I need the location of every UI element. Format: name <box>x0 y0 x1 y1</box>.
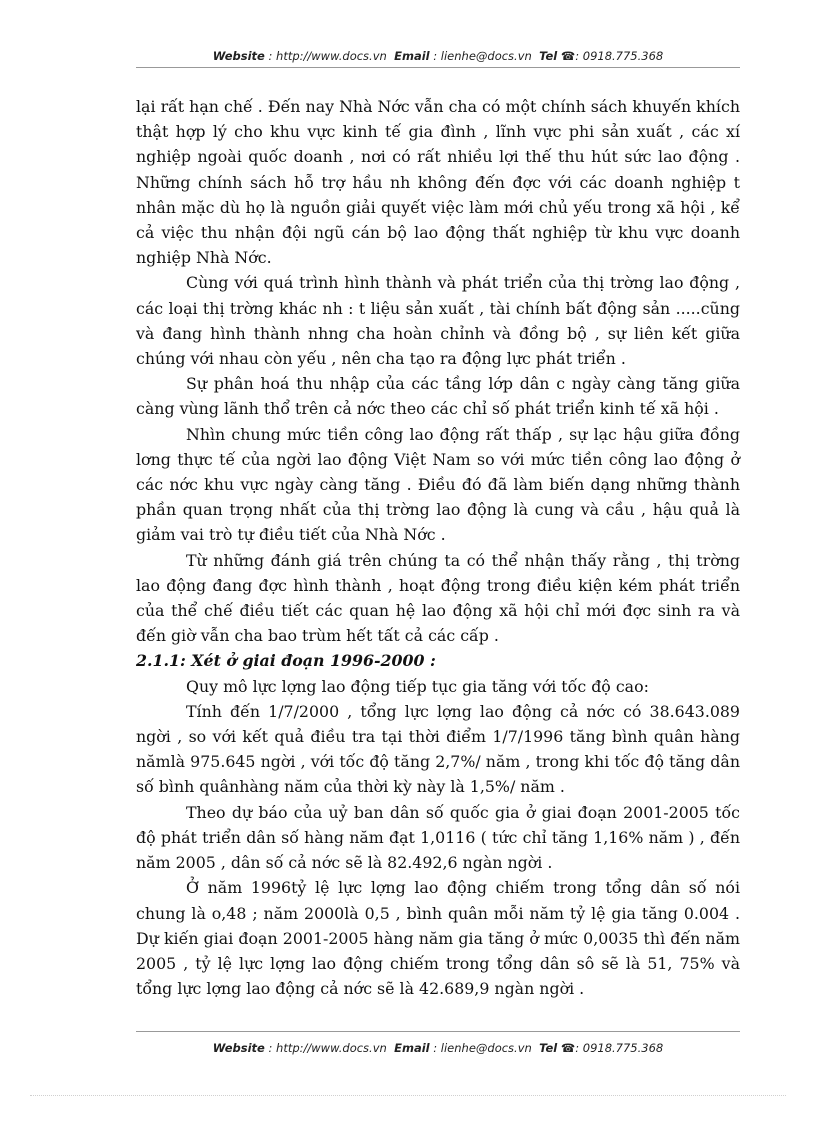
paragraph: Nhìn chung mức tiền công lao động rất thấp , sự lạc hậu giữa đồng lơng thực tế của ngời lao động Việt Nam so với mức tiền công lao động ở các nớc khu vực ngày càng tăng . Điều đó đã làm biến dạng những thành phần quan trọng nhất của thị trờng lao động là cung và cầu , hậu quả là giảm vai trò tự điều tiết của Nhà Nớc . <box>136 424 740 545</box>
paragraph: Ở năm 1996tỷ lệ lực lợng lao động chiếm trong tổng dân số nói chung là o,48 ; năm 2000là 0,5 , bình quân mỗi năm tỷ lệ gia tăng 0.004 . Dự kiến giai đoạn 2001-2005 hàng năm gia tăng ở mức 0,0035 thì đến năm 2005 , tỷ lệ lực lợng lao động chiếm trong tổng dân sô sẽ là 51, 75% và tổng lực lợng lao động cả nớc sẽ là 42.689,9 ngàn ngời . <box>136 878 740 999</box>
footer-website-label: Website <box>212 1041 265 1055</box>
paragraph: Quy mô lực lợng lao động tiếp tục gia tăng với tốc độ cao: <box>186 676 649 696</box>
paragraph: Từ những đánh giá trên chúng ta có thể nhận thấy rằng , thị trờng lao động đang đợc hình thành , hoạt động trong điều kiện kém phát triển của thể chế điều tiết các quan hệ lao động xã hội chỉ mới đợc sinh ra và đến giờ vẫn cha bao trùm hết tất cả các cấp . <box>136 550 740 646</box>
footer-email-link[interactable]: : lienhe@docs.vn <box>433 1041 532 1055</box>
footer-tel-value: : 0918.775.368 <box>575 1041 664 1055</box>
header-website-link[interactable]: : http://www.docs.vn <box>268 49 387 63</box>
paragraph: Sự phân hoá thu nhập của các tầng lớp dân c ngày càng tăng giữa càng vùng lãnh thổ trên cả nớc theo các chỉ số phát triển kinh tế xã hội . <box>136 374 740 419</box>
paragraph: Theo dự báo của uỷ ban dân số quốc gia ở giai đoạn 2001-2005 tốc độ phát triển dân số hàng năm đạt 1,0116 ( tức chỉ tăng 1,16% năm ) , đến năm 2005 , dân số cả nớc sẽ là 82.492,6 ngàn ngời . <box>136 802 740 873</box>
footer-divider <box>136 1031 740 1032</box>
header-tel-value: : 0918.775.368 <box>575 49 664 63</box>
header-email-label: Email <box>394 49 430 63</box>
phone-icon: ☎ <box>560 1041 576 1055</box>
footer-tel-label: Tel <box>539 1041 558 1055</box>
footer-email-label: Email <box>394 1041 430 1055</box>
header-tel-label: Tel <box>539 49 558 63</box>
page-bottom-dotted-line <box>30 1095 786 1096</box>
page-header <box>136 49 740 63</box>
header-email-link[interactable]: : lienhe@docs.vn <box>433 49 532 63</box>
paragraph: Tính đến 1/7/2000 , tổng lực lợng lao động cả nớc có 38.643.089 ngời , so với kết quả điều tra tại thời điểm 1/7/1996 tăng bình quân hàng nămlà 975.645 ngời , với tốc độ tăng 2,7%/ năm , trong khi tốc độ tăng dân số bình quânhàng năm của thời kỳ này là 1,5%/ năm . <box>136 701 740 797</box>
paragraph: lại rất hạn chế . Đến nay Nhà Nớc vẫn cha có một chính sách khuyến khích thật hợp lý cho khu vực kinh tế gia đình , lĩnh vực phi sản xuất , các xí nghiệp ngoài quốc doanh , nơi có rất nhiều lợi thế thu hút sức lao động . Những chính sách hỗ trợ hầu nh không đến đợc với các doanh nghiệp t nhân mặc dù họ là nguồn giải quyết việc làm mới chủ yếu trong xã hội , kể cả việc thu nhận đội ngũ cán bộ lao động thất nghiệp từ khu vực doanh nghiệp Nhà Nớc. <box>136 97 740 268</box>
phone-icon: ☎ <box>560 49 576 63</box>
header-divider <box>136 67 740 68</box>
paragraph: Cùng với quá trình hình thành và phát triển của thị trờng lao động , các loại thị trờng khác nh : t liệu sản xuất , tài chính bất động sản .....cũng và đang hình thành nhng cha hoàn chỉnh và đồng bộ , sự liên kết giữa chúng với nhau còn yếu , nên cha tạo ra động lực phát triển . <box>136 273 740 369</box>
document-body <box>136 94 740 1001</box>
header-website-label: Website <box>212 49 265 63</box>
page-footer <box>136 1041 740 1055</box>
footer-website-link[interactable]: : http://www.docs.vn <box>268 1041 387 1055</box>
section-heading: 2.1.1: Xét ở giai đoạn 1996-2000 : <box>136 651 436 671</box>
